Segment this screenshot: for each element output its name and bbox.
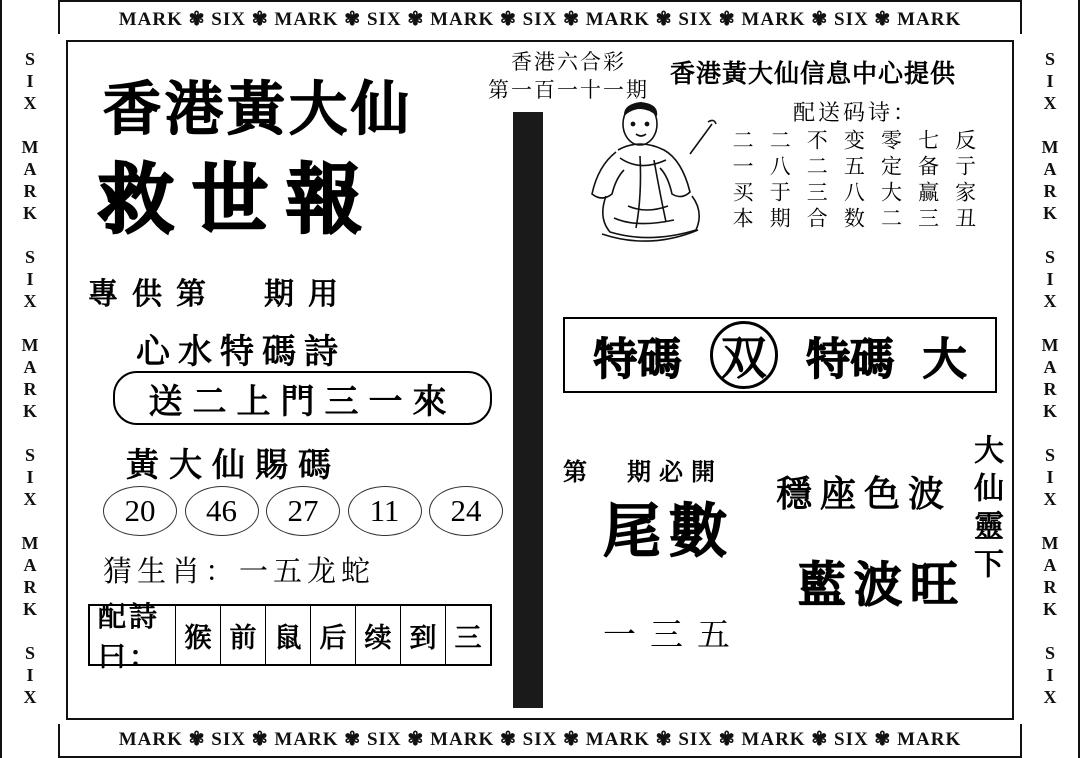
page-subtitle: 救世報: [98, 155, 380, 244]
border-left-text: SIX MARK SIX MARK SIX MARK SIX: [20, 49, 40, 709]
border-bottom-text: MARK ✾ SIX ✾ MARK ✾ SIX ✾ MARK ✾ SIX ✾ MARK ✾ SIX ✾ MARK ✾ SIX ✾ MARK: [118, 728, 962, 750]
number-ball: 27: [266, 486, 340, 536]
bottom-verse-label: 配詩曰：: [98, 600, 161, 673]
border-band-bottom: [0, 720, 1080, 758]
special-code-box: [563, 317, 997, 393]
number-ball: 20: [103, 486, 177, 536]
poem-column: 变五八数: [841, 129, 866, 233]
gift-numbers-title: 黃大仙賜碼: [126, 445, 341, 484]
must-open-line: 第 期必開: [563, 457, 723, 486]
zodiac-guess-line: 猜生肖：一五龙蛇: [103, 554, 376, 588]
number-ball: 46: [185, 486, 259, 536]
special-code-circle-label: 双: [710, 321, 778, 389]
deity-icon: [558, 94, 738, 269]
page-title: 香港黃大仙: [103, 75, 414, 143]
poem-column: 不二三合: [804, 129, 829, 233]
steady-color-wave: 穩座色波: [776, 473, 953, 515]
tail-number-title: 尾數: [603, 497, 736, 565]
verse-cell: 前: [220, 606, 265, 664]
poem-column: 二八于期: [767, 129, 792, 233]
bottom-verse-cells: [175, 606, 490, 664]
border-band-right: [1020, 0, 1080, 758]
issue-line: 專供第 期用: [88, 277, 352, 312]
spirit-column: 大仙靈下: [968, 434, 1003, 586]
border-top-text: MARK ✾ SIX ✾ MARK ✾ SIX ✾ MARK ✾ SIX ✾ MARK ✾ SIX ✾ MARK ✾ SIX ✾ MARK: [118, 8, 962, 30]
poem-column: 反亍家丑: [952, 129, 977, 233]
border-right-text: SIX MARK SIX MARK SIX MARK SIX: [1040, 49, 1060, 709]
verse-box: [113, 371, 492, 425]
tail-number-digits: 一三五: [603, 615, 744, 654]
lottery-name: 香港六合彩: [511, 50, 626, 74]
verse-cell: 后: [310, 606, 355, 664]
vertical-divider: [513, 112, 543, 708]
verse-cell: 续: [355, 606, 400, 664]
verse-cell: 三: [445, 606, 490, 664]
provider-line: 香港黃大仙信息中心提供: [670, 59, 957, 88]
poem-column: 零定大二: [878, 129, 903, 233]
verse-cell: 到: [400, 606, 445, 664]
bottom-verse-box: [88, 600, 492, 673]
border-band-left: [0, 0, 60, 758]
lottery-issue-number: 第一百一十一期: [488, 78, 649, 103]
verse-cell: 鼠: [265, 606, 310, 664]
vertical-poem: [730, 129, 976, 233]
blue-wave-highlight: 藍波旺: [798, 557, 967, 613]
poem-column: 七备赢三: [915, 129, 940, 233]
poem-label: 心水特碼詩: [136, 332, 346, 372]
lucky-numbers-row: [103, 486, 503, 536]
number-ball: 11: [348, 486, 422, 536]
poem-column: 二一买本: [730, 129, 755, 233]
number-ball: 24: [429, 486, 503, 536]
poster-sheet: [58, 34, 1022, 724]
deity-illustration: [558, 94, 738, 269]
verse-text: 送二上門三一來: [148, 381, 457, 422]
special-code-mid-label: 特碼: [806, 334, 895, 385]
special-code-left-label: 特碼: [593, 334, 682, 385]
verse-cell: 猴: [175, 606, 220, 664]
special-code-right-label: 大: [922, 334, 967, 385]
poem-heading: 配送码诗：: [793, 101, 919, 126]
border-band-top: [0, 0, 1080, 38]
